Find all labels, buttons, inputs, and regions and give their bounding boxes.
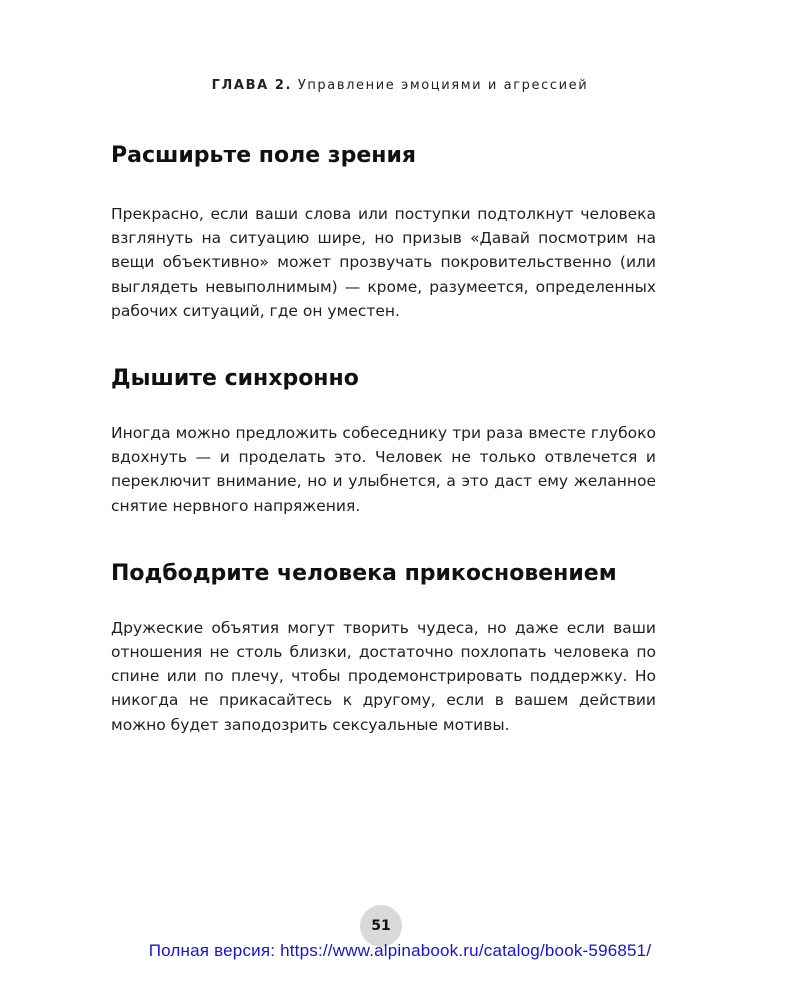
- chapter-title: Управление эмоциями и агрессией: [297, 78, 589, 93]
- section-text-widen-view: Прекрасно, если ваши слова или поступки подтолкнут человека взглянуть на ситуацию шире, но призыв «Давай посмотрим на вещи объективно» может прозвучать покровительственно (или выглядеть невыполнимым) — кроме, разумеется, определенных рабочих ситуаций, где он уместен.: [111, 205, 656, 320]
- section-heading-touch-support: Подбодрите человека прикосновением: [111, 560, 617, 586]
- section-heading-breathe-sync: Дышите синхронно: [111, 366, 359, 392]
- chapter-label: ГЛАВА 2.: [211, 78, 293, 93]
- page-number-badge: 51: [360, 905, 402, 947]
- running-head: [0, 78, 800, 93]
- page-content: [111, 138, 656, 737]
- section-text-touch-support: Дружеские объятия могут творить чудеса, но даже если ваши отношения не столь близки, достаточно похлопать человека по спине или по плечу, чтобы продемонстрировать поддержку. Но никогда не прикасайтесь к другому, если в вашем действии можно будет заподозрить сексуальные мотивы.: [111, 618, 656, 734]
- section-heading-widen-view: Расширьте поле зрения: [111, 143, 416, 168]
- full-version-link[interactable]: Полная версия: https://www.alpinabook.ru/catalog/book-596851/: [148, 941, 652, 960]
- section-text-breathe-sync: Иногда можно предложить собеседнику три раза вместе глубоко вдохнуть — и проделать это. Человек не только отвлечется и переключит внимание, но и улыбнется, а это даст ему желанное снятие нервного напряжения.: [111, 424, 656, 515]
